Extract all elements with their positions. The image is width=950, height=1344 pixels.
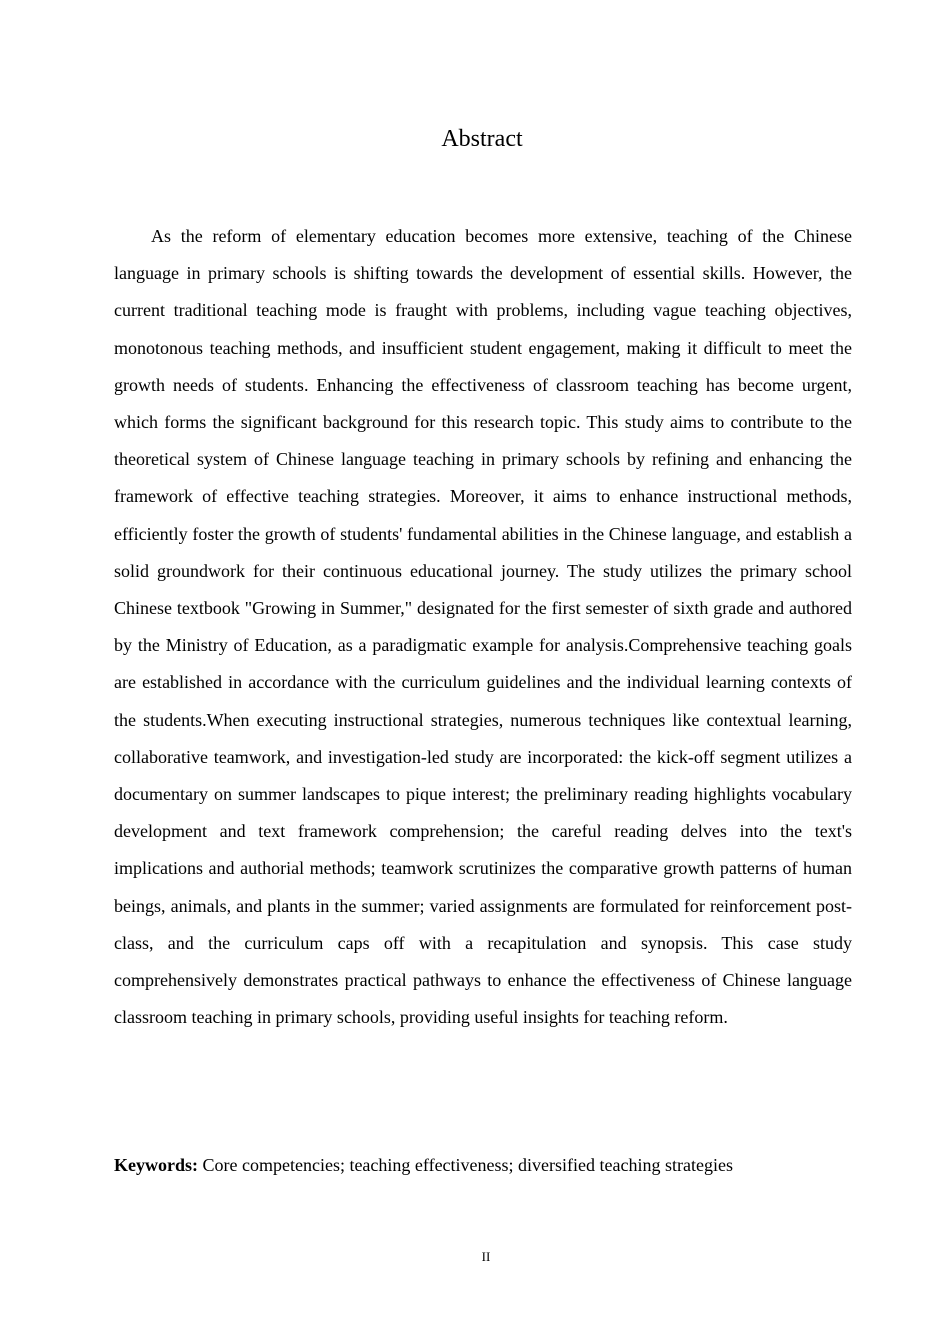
page-title: Abstract (441, 126, 523, 152)
keywords-line (114, 1147, 852, 1184)
page-number: II (481, 1249, 491, 1264)
keywords-label: Keywords: (114, 1155, 198, 1175)
abstract-paragraph: As the reform of elementary education becomes more extensive, teaching of the Chinese language in primary schools is shifting towards the development of essential skills. However, the current traditional teaching mode is fraught with problems, including vague teaching objectives, monotonous teaching methods, and insufficient student engagement, making it difficult to meet the growth needs of students. Enhancing the effectiveness of classroom teaching has become urgent, which forms the significant background for this research topic. This study aims to contribute to the theoretical system of Chinese language teaching in primary schools by refining and enhancing the framework of effective teaching strategies. Moreover, it aims to enhance instructional methods, efficiently foster the growth of students' fundamental abilities in the Chinese language, and establish a solid groundwork for their continuous educational journey. The study utilizes the primary school Chinese textbook "Growing in Summer," designated for the first semester of sixth grade and authored by the Ministry of Education, as a paradigmatic example for analysis.Comprehensive teaching goals are established in accordance with the curriculum guidelines and the individual learning contexts of the students.When executing instructional strategies, numerous techniques like contextual learning, collaborative teamwork, and investigation-led study are incorporated: the kick-off segment utilizes a documentary on summer landscapes to pique interest; the preliminary reading highlights vocabulary development and text framework comprehension; the careful reading delves into the text's implications and authorial methods; teamwork scrutinizes the comparative growth patterns of human beings, animals, and plants in the summer; varied assignments are formulated for reinforcement post-class, and the curriculum caps off with a recapitulation and synopsis. This case study comprehensively demonstrates practical pathways to enhance the effectiveness of Chinese language classroom teaching in primary schools, providing useful insights for teaching reform. (114, 226, 852, 1028)
keywords-text: Core competencies; teaching effectiveness; diversified teaching strategies (198, 1155, 733, 1175)
